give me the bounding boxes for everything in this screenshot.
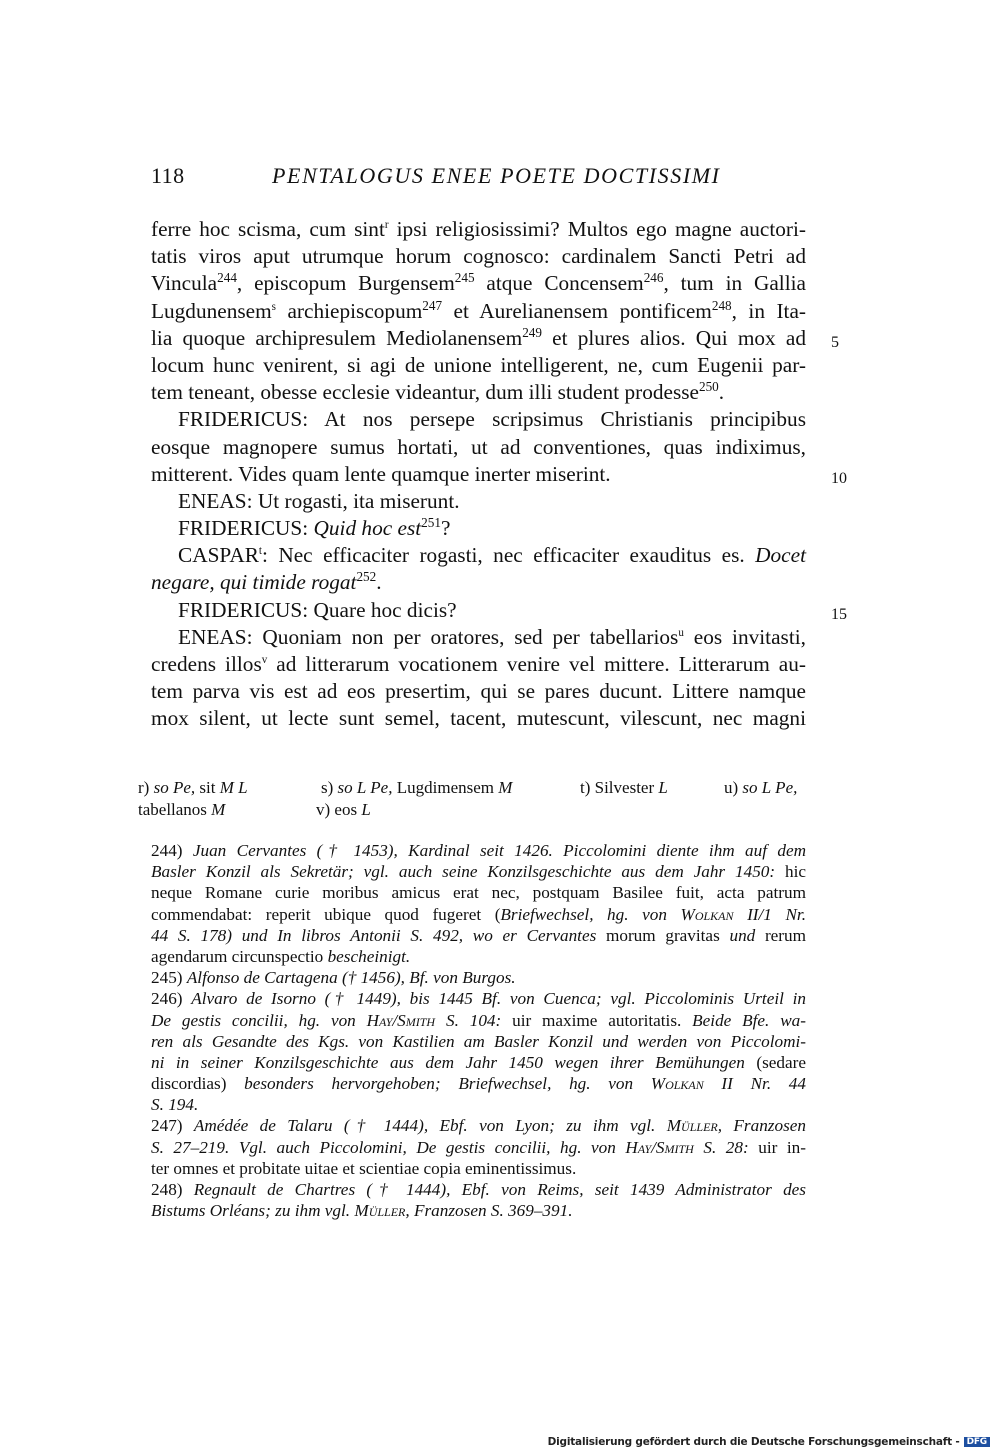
line-number: 15 xyxy=(831,605,847,623)
apparatus-entry-s: s) so L Pe, Lugdimensem M xyxy=(321,778,513,797)
line-number: 5 xyxy=(831,333,839,351)
footnote-line: 244) Juan Cervantes († 1453), Kardinal seit 1426. Piccolomini diente ihm auf dem xyxy=(151,841,806,860)
apparatus-entry-u: u) so L Pe, xyxy=(724,778,798,797)
text-line: lia quoque archipresulem Mediolanensem$^{249}$ et plures alios. Qui mox ad 5 xyxy=(151,325,806,352)
text-line: Vincula$^{244}$, episcopum Burgensem$^{245}$ atque Concensem$^{246}$, tum in Gallia xyxy=(151,270,806,296)
apparatus-entry-r: r) so Pe, sit M L xyxy=(138,778,248,797)
text-line: eosque magnopere sumus hortati, ut ad conventiones, quas indiximus, xyxy=(151,434,806,459)
text-line: mitterent. Vides quam lente quamque inerter miserint. 10 xyxy=(151,461,806,488)
text-line: ENEAS: Quoniam non per oratores, sed per tabellarios$^u$ eos invitasti, xyxy=(178,624,806,649)
footnotes xyxy=(151,840,806,1221)
footnote-line: 245) Alfonso de Cartagena († 1456), Bf. von Burgos. xyxy=(151,968,516,988)
apparatus-line xyxy=(138,777,806,799)
text-line: FRIDERICUS: At nos persepe scripsimus Christianis principibus xyxy=(178,407,806,432)
text-line: CASPAR$^t$: Nec efficaciter rogasti, nec efficaciter exauditus es. Docet xyxy=(178,543,806,568)
text-line: FRIDERICUS: Quid hoc est$^{251}$? xyxy=(178,514,451,541)
text-line: Lugdunensem$^s$ archiepiscopum$^{247}$ et Aurelianensem pontificem$^{248}$, in Ita- xyxy=(151,297,807,323)
apparatus-entry-v: v) eos L xyxy=(316,800,371,819)
page-number: 118 xyxy=(151,163,185,188)
footnote-line: ter omnes et probitate uitae et scientiae copia eminentissimus. xyxy=(151,1158,577,1178)
apparatus-line xyxy=(138,799,806,821)
critical-apparatus xyxy=(138,777,806,821)
footnote-line: 246) Alvaro de Isorno († 1449), bis 1445 Bf. von Cuenca; vgl. Piccolominis Urteil in xyxy=(151,989,806,1009)
text-line: negare, qui timide rogat$^{252}$. xyxy=(151,569,382,595)
footnote-line: Bistums Orléans; zu ihm vgl. Müller, Franzosen S. 369–391. xyxy=(151,1201,573,1221)
main-text xyxy=(151,216,847,733)
footnote-line: S. 27–219. Vgl. auch Piccolomini, De gestis concilii, hg. von Hay/Smith S. 28: uir in- xyxy=(151,1137,806,1157)
text-line: locum hunc venirent, si agi de unione intelligerent, ne, cum Eugenii par- xyxy=(151,352,806,377)
apparatus-entry-t: t) Silvester L xyxy=(580,778,668,797)
dfg-logo: DFG xyxy=(964,1437,990,1447)
footnote-line: neque Romane curie moribus amicus erat nec, postquam Basilee fuit, acta patrum xyxy=(151,883,806,903)
text-line: ferre hoc scisma, cum sint$^r$ ipsi religiosissimi? Multos ego magne auctori- xyxy=(151,217,806,241)
footnote-line: agendarum circunspectio bescheinigt. xyxy=(151,946,411,966)
footnote-line: S. 194. xyxy=(151,1095,199,1115)
text-line: mox silent, ut lecte sunt semel, tacent, mutescunt, vilescunt, nec magni xyxy=(151,706,806,731)
footnote-line: commendabat: reperit ubique quod fugeret (Briefwechsel, hg. von Wolkan II/1 Nr. xyxy=(151,904,806,924)
text-line: tatis viros aput utrumque horum cognosco: cardinalem Sancti Petri ad xyxy=(151,244,806,269)
page-header xyxy=(151,163,806,193)
footnote-line: discordias) besonders hervorgehoben; Briefwechsel, hg. von Wolkan II Nr. 44 xyxy=(151,1074,806,1094)
footnote-line: ni in seiner Konzilsgeschichte aus dem Jahr 1450 wegen ihrer Bemühungen (sedare xyxy=(151,1052,806,1072)
text-line: ENEAS: Ut rogasti, ita miserunt. xyxy=(178,488,460,513)
text-line: tem parva vis est ad eos presertim, qui se pares ducunt. Littere namque xyxy=(151,679,806,704)
text-line: FRIDERICUS: Quare hoc dicis? 15 xyxy=(151,597,806,624)
footnote-line: Basler Konzil als Sekretär; vgl. auch seine Konzilsgeschichte aus dem Jahr 1450: hic xyxy=(151,862,806,882)
text-line: tem teneant, obesse ecclesie videantur, dum illi student prodesse$^{250}$. xyxy=(151,379,725,405)
funding-footer xyxy=(548,1436,990,1448)
footnote-line: 44 S. 178) und In libros Antonii S. 492, wo er Cervantes morum gravitas und rerum xyxy=(151,925,806,945)
apparatus-entry-u-cont: tabellanos M xyxy=(138,800,226,819)
running-head: PENTALOGUS ENEE POETE DOCTISSIMI xyxy=(272,163,721,188)
footnote-line: De gestis concilii, hg. von Hay/Smith S. 104: uir maxime autoritatis. Beide Bfe. wa- xyxy=(151,1010,806,1030)
footnote-line: ren als Gesandte des Kgs. von Kastilien am Basler Konzil und werden von Piccolomi- xyxy=(151,1031,806,1051)
funding-text: Digitalisierung gefördert durch die Deutsche Forschungsgemeinschaft - xyxy=(547,1436,960,1448)
footnote-line: 248) Regnault de Chartres († 1444), Ebf. von Reims, seit 1439 Administrator des xyxy=(151,1180,806,1199)
text-line: credens illos$^v$ ad litterarum vocationem venire vel mittere. Litterarum au- xyxy=(151,652,807,676)
footnote-line: 247) Amédée de Talaru († 1444), Ebf. von Lyon; zu ihm vgl. Müller, Franzosen xyxy=(151,1116,806,1136)
line-number: 10 xyxy=(831,469,847,487)
